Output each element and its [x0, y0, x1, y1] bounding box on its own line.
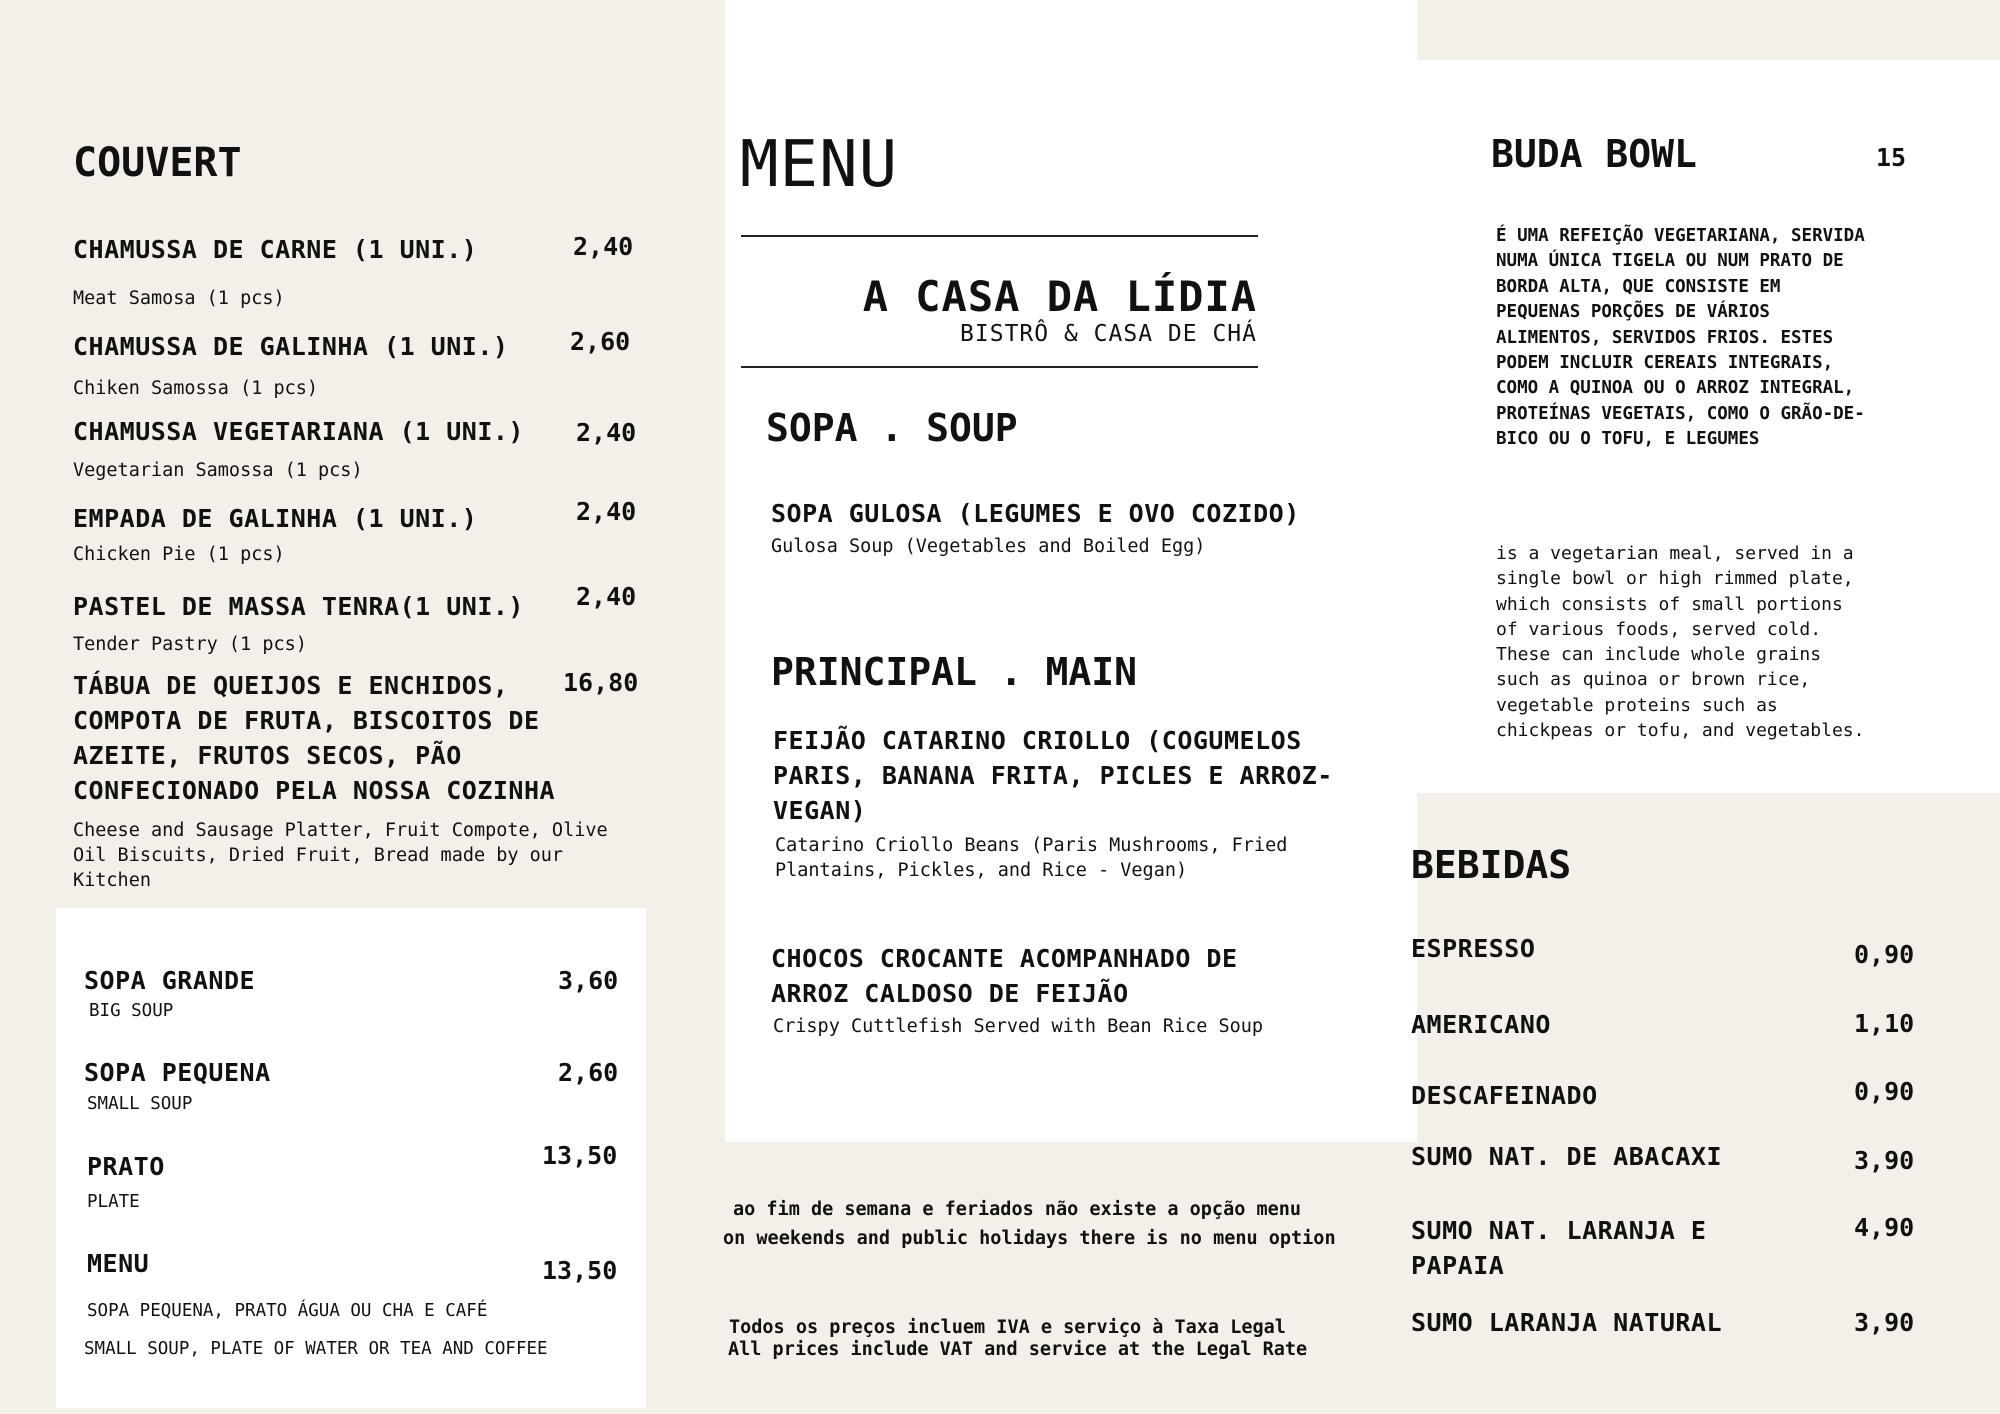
vat-note-pt: Todos os preços incluem IVA e serviço à Taxa Legal — [729, 1317, 1286, 1338]
couvert-item-desc: Vegetarian Samossa (1 pcs) — [73, 460, 363, 481]
bebidas-item-price: 1,10 — [1854, 1009, 1915, 1038]
couvert-item-price: 2,40 — [576, 497, 637, 526]
couvert-item-price: 2,40 — [573, 232, 634, 261]
soup-item-desc: Gulosa Soup (Vegetables and Boiled Egg) — [771, 536, 1206, 557]
soup-item-name: SOPA GULOSA (LEGUMES E OVO COZIDO) — [771, 499, 1300, 528]
bebidas-item-name: ESPRESSO — [1411, 934, 1536, 963]
soup-box-item-desc: BIG SOUP — [89, 1001, 174, 1021]
soup-box-item-price: 13,50 — [542, 1141, 618, 1170]
buda-bowl-desc-en: is a vegetarian meal, served in a single bowl or high rimmed plate, which consists of small portions of various foods, served cold. These can include whole grains such as quinoa or brown rice, vegetable proteins such as chickpeas or tofu, and vegetables. — [1496, 543, 1865, 742]
weekend-note-en: on weekends and public holidays there is no menu option — [723, 1228, 1336, 1249]
bebidas-title: BEBIDAS — [1411, 843, 1572, 887]
bebidas-item-price: 3,90 — [1854, 1308, 1915, 1337]
soup-box-item-price: 2,60 — [558, 1058, 619, 1087]
main-item-desc: Crispy Cuttlefish Served with Bean Rice Soup — [773, 1016, 1264, 1037]
main-section-title: PRINCIPAL . MAIN — [771, 650, 1138, 694]
couvert-item-price: 2,40 — [576, 418, 637, 447]
couvert-item-name: CHAMUSSA DE GALINHA (1 UNI.) — [73, 332, 509, 361]
soup-box-item-price: 3,60 — [558, 966, 619, 995]
bebidas-item-price: 0,90 — [1854, 940, 1915, 969]
buda-bowl-price: 15 — [1876, 143, 1907, 172]
couvert-item-desc: Chiken Samossa (1 pcs) — [73, 378, 319, 399]
soup-section-title: SOPA . SOUP — [766, 406, 1018, 450]
soup-box-item-desc: PLATE — [87, 1192, 140, 1212]
weekend-note-pt: ao fim de semana e feriados não existe a opção menu — [733, 1199, 1302, 1220]
restaurant-tagline: BISTRÔ & CASA DE CHÁ — [960, 321, 1257, 347]
couvert-item-desc: Meat Samosa (1 pcs) — [73, 288, 285, 309]
bebidas-item-name: DESCAFEINADO — [1411, 1081, 1598, 1110]
main-item-name: FEIJÃO CATARINO CRIOLLO (COGUMELOS PARIS, BANANA FRITA, PICLES E ARROZ- VEGAN) — [773, 726, 1333, 825]
couvert-title: COUVERT — [73, 140, 242, 186]
divider — [741, 366, 1258, 368]
main-item-name: CHOCOS CROCANTE ACOMPANHADO DE ARROZ CALDOSO DE FEIJÃO — [771, 944, 1238, 1008]
couvert-item-desc: Tender Pastry (1 pcs) — [73, 634, 307, 655]
bebidas-item-name: SUMO NAT. DE ABACAXI — [1411, 1142, 1723, 1171]
bebidas-item-price: 0,90 — [1854, 1077, 1915, 1106]
soup-box-item-name: SOPA GRANDE — [84, 966, 256, 995]
bebidas-item-name: SUMO NAT. LARANJA E PAPAIA — [1411, 1216, 1707, 1280]
soup-box-item-name: PRATO — [87, 1152, 165, 1181]
soup-box-item-desc: SOPA PEQUENA, PRATO ÁGUA OU CHA E CAFÉ — [87, 1301, 488, 1321]
bebidas-item-price: 4,90 — [1854, 1213, 1915, 1242]
divider — [741, 235, 1258, 237]
couvert-item-desc: Cheese and Sausage Platter, Fruit Compote, Olive Oil Biscuits, Dried Fruit, Bread made by our Kitchen — [73, 820, 608, 891]
soup-box-item-name: SOPA PEQUENA — [84, 1058, 271, 1087]
restaurant-name: A CASA DA LÍDIA — [862, 272, 1257, 321]
couvert-item-desc: Chicken Pie (1 pcs) — [73, 544, 285, 565]
couvert-item-price: 16,80 — [563, 668, 639, 697]
soup-box-item-desc: SMALL SOUP, PLATE OF WATER OR TEA AND COFFEE — [84, 1339, 548, 1359]
couvert-item-name: CHAMUSSA VEGETARIANA (1 UNI.) — [73, 417, 524, 446]
soup-box-item-name: MENU — [87, 1249, 150, 1278]
buda-bowl-title: BUDA BOWL — [1491, 132, 1697, 176]
couvert-item-name: CHAMUSSA DE CARNE (1 UNI.) — [73, 235, 478, 264]
couvert-item-name: TÁBUA DE QUEIJOS E ENCHIDOS, COMPOTA DE FRUTA, BISCOITOS DE AZEITE, FRUTOS SECOS, PÃO CONFECIONADO PELA NOSSA COZINHA — [73, 671, 556, 805]
couvert-item-name: EMPADA DE GALINHA (1 UNI.) — [73, 504, 478, 533]
bebidas-item-price: 3,90 — [1854, 1146, 1915, 1175]
couvert-item-name: PASTEL DE MASSA TENRA(1 UNI.) — [73, 592, 524, 621]
bebidas-item-name: SUMO LARANJA NATURAL — [1411, 1308, 1723, 1337]
couvert-item-price: 2,60 — [570, 327, 631, 356]
buda-bowl-desc-pt: É UMA REFEIÇÃO VEGETARIANA, SERVIDA NUMA ÚNICA TIGELA OU NUM PRATO DE BORDA ALTA, QUE CONSISTE EM PEQUENAS PORÇÕES DE VÁRIOS ALIMENTOS, SERVIDOS FRIOS. ESTES PODEM INCLUIR CEREAIS INTEGRAIS, COMO A QUINOA OU O ARROZ INTEGRAL, PROTEÍNAS VEGETAIS, COMO O GRÃO-DE-BICO OU O TOFU, E LEGUMES — [1496, 226, 1865, 450]
menu-title: MENU — [740, 128, 899, 202]
soup-box-item-desc: SMALL SOUP — [87, 1094, 193, 1114]
soup-box-item-price: 13,50 — [542, 1256, 618, 1285]
bebidas-item-name: AMERICANO — [1411, 1010, 1551, 1039]
couvert-item-price: 2,40 — [576, 582, 637, 611]
main-item-desc: Catarino Criollo Beans (Paris Mushrooms, Fried Plantains, Pickles, and Rice - Vegan) — [775, 835, 1288, 881]
vat-note-en: All prices include VAT and service at the Legal Rate — [728, 1339, 1308, 1360]
